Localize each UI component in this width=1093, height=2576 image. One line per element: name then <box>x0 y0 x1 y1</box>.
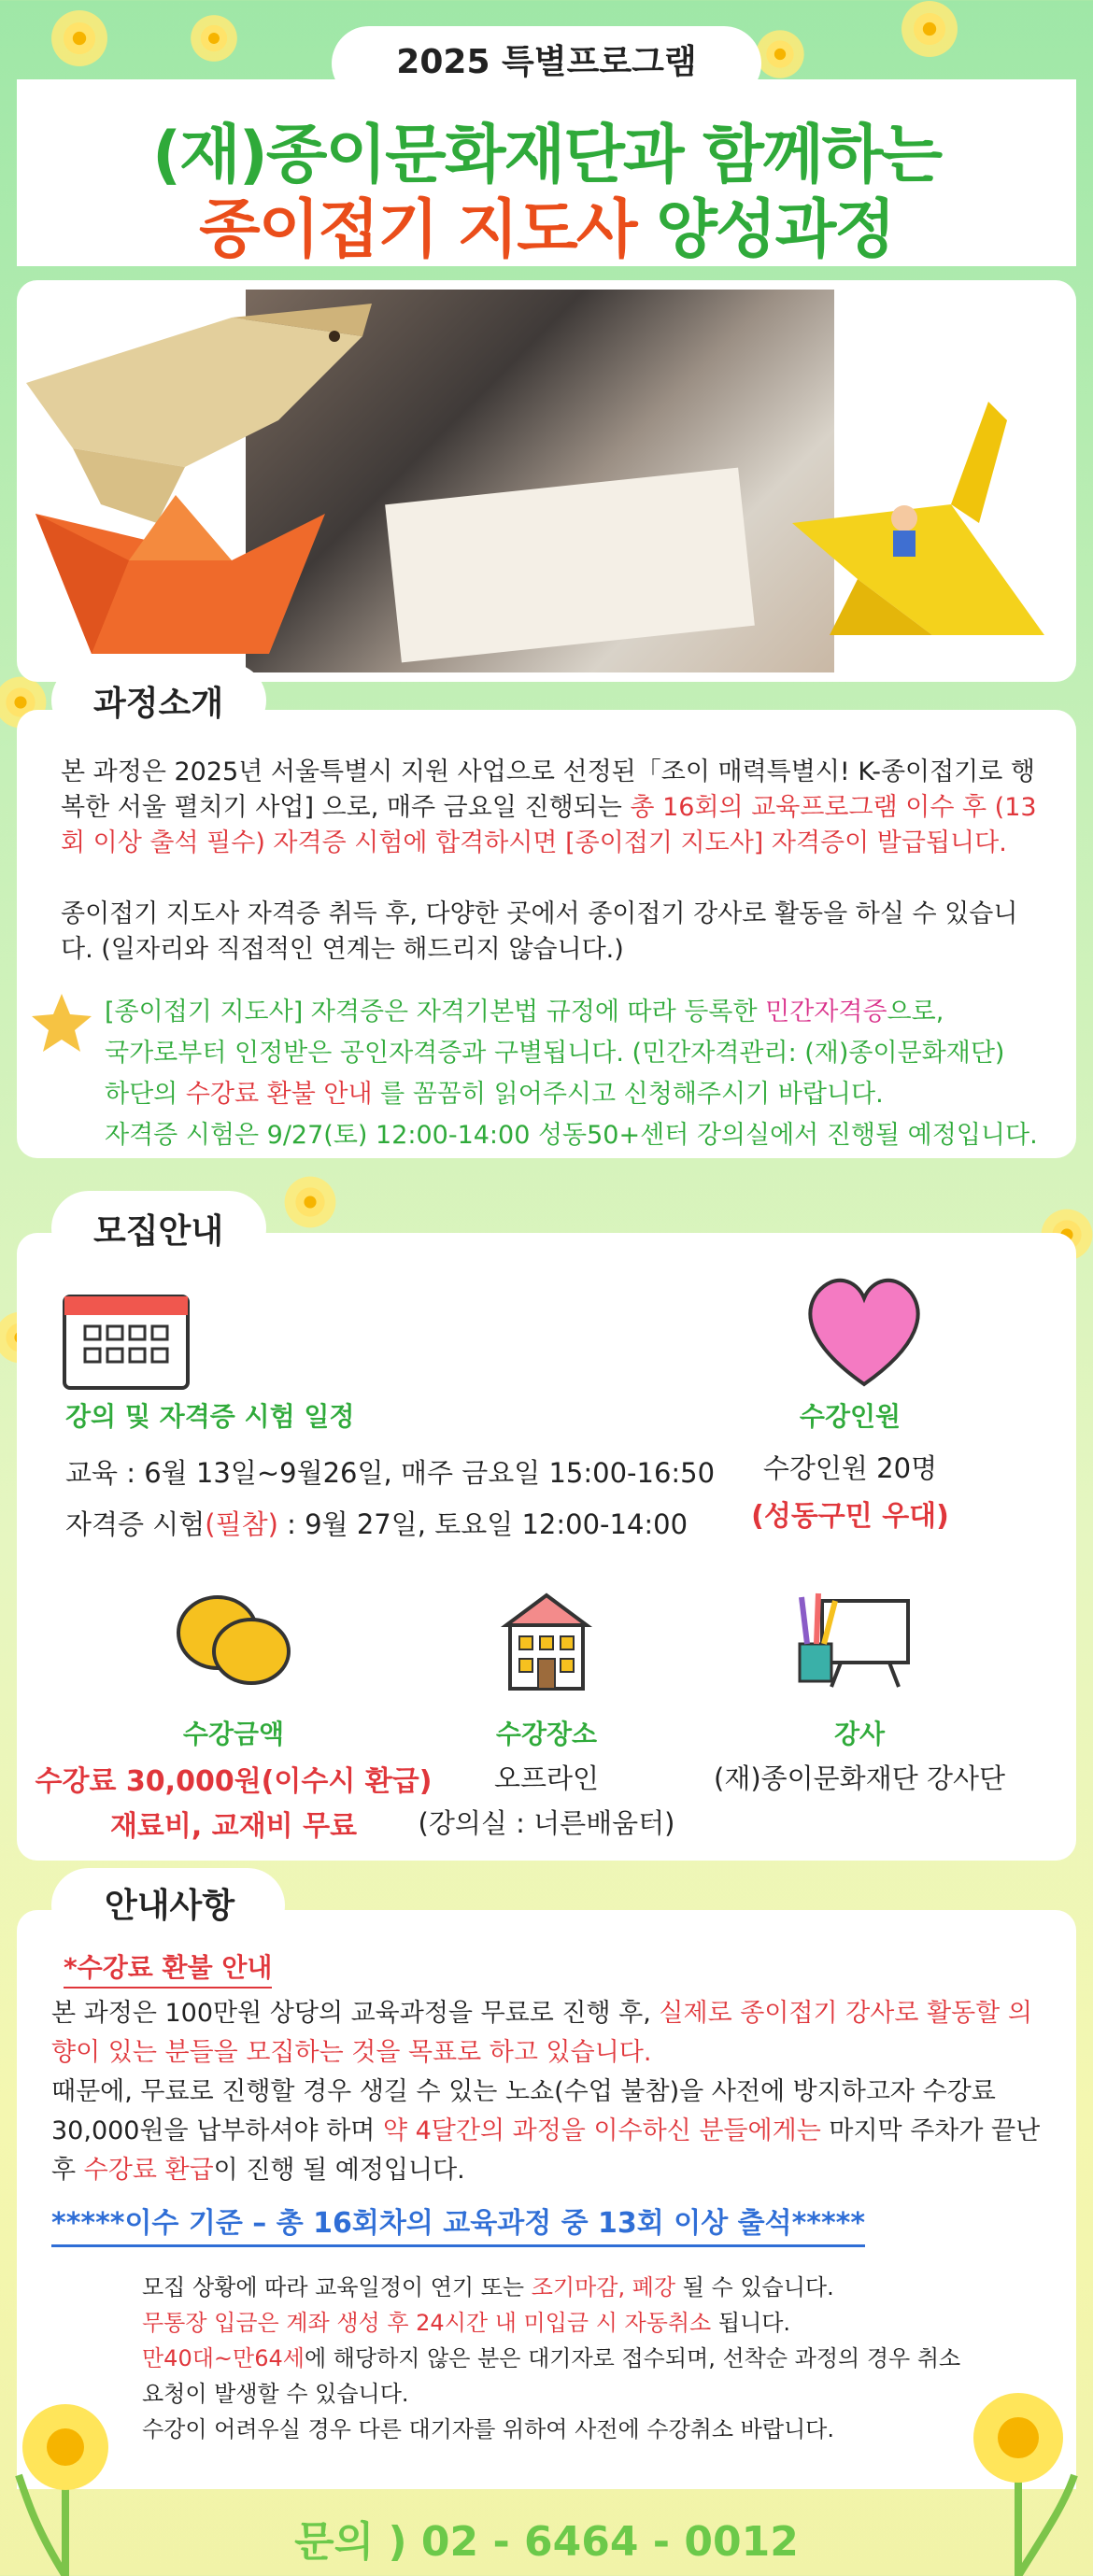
page-title-line1: (재)종이문화재단과 함께하는 <box>151 119 942 192</box>
easel-icon <box>794 1588 916 1691</box>
intro-paragraph-1: 본 과정은 2025년 서울특별시 지원 사업으로 선정된「조이 매력특별시! K-종이접기로 행복한 서울 펼치기 사업] 으로, 매주 금요일 진행되는 총 16회의 교육프로그램 이수 후 (13회 이상 출석 필수) 자격증 시험에 합격하시면 [종이접기 지도사] 자격증이 발급됩니다. <box>61 757 1037 857</box>
origami-crane-icon <box>792 402 1044 635</box>
schedule-label: 강의 및 자격증 시험 일정 <box>65 1401 355 1432</box>
building-icon <box>495 1588 598 1695</box>
refund-title: *수강료 환불 안내 <box>64 1947 272 1989</box>
teacher-label: 강사 <box>833 1719 886 1749</box>
origami-illustrations <box>17 280 1076 682</box>
refund-paragraph-2: 때문에, 무료로 진행할 경우 생길 수 있는 노쇼(수업 불참)을 사전에 방지하고자 수강료 30,000원을 납부하셔야 하며 약 4달간의 과정을 이수하신 분들에게는 마지막 주차가 끝난 후 수강료 환급이 진행 될 예정입니다. <box>51 2077 1041 2185</box>
coin-icon <box>173 1588 294 1691</box>
flower-decoration <box>280 1172 340 1232</box>
page-title-line2: 종이접기 지도사 양성과정 <box>199 193 894 267</box>
origami-shrimp-icon <box>26 304 372 523</box>
teacher-value: (재)종이문화재단 강사단 <box>714 1762 1005 1794</box>
origami-boat-icon <box>35 495 325 654</box>
contact-phone[interactable]: 문의 ) 02 - 6464 - 0012 <box>294 2518 799 2566</box>
fee-note: 재료비, 교재비 무료 <box>109 1810 358 1843</box>
completion-criteria: *****이수 기준 – 총 16회차의 교육과정 중 13회 이상 출석***** <box>51 2200 865 2247</box>
notice-item-2: 무통장 입금은 계좌 생성 후 24시간 내 미입금 시 자동취소 됩니다. <box>142 2310 791 2336</box>
notice-item-3: 만40대~만64세에 해당하지 않은 분은 대기자로 접수되며, 선착순 과정의 경우 취소요청이 발생할 수 있습니다. <box>142 2345 961 2407</box>
section-title-notice: 안내사항 <box>105 1887 235 1925</box>
place-value: 오프라인 <box>493 1762 600 1794</box>
place-label: 수강장소 <box>495 1719 598 1749</box>
certificate-notice: [종이접기 지도사] 자격증은 자격기본법 규정에 따라 등록한 민간자격증으로, 국가로부터 인정받은 공인자격증과 구별됩니다. (민간자격관리: (재)종이문화재단) 하단의 수강료 환불 안내 를 꼼꼼히 읽어주시고 신청해주시기 바랍니다. 자격증 시험은 9/27(토) 12:00-14:00 성동50+센터 강의실에서 진행될 예정입니다. <box>105 998 1038 1150</box>
capacity-note: (성동구민 우대) <box>751 1500 949 1533</box>
intro-paragraph-2: 종이접기 지도사 자격증 취득 후, 다양한 곳에서 종이접기 강사로 활동을 하실 수 있습니다. (일자리와 직접적인 연계는 해드리지 않습니다.) <box>61 899 1018 964</box>
fee-value: 수강료 30,000원(이수시 환급) <box>35 1765 433 1798</box>
capacity-label: 수강인원 <box>799 1401 901 1432</box>
refund-paragraph-1: 본 과정은 100만원 상당의 교육과정을 무료로 진행 후, 실제로 종이접기 강사로 활동할 의향이 있는 분들을 모집하는 것을 목표로 하고 있습니다. <box>51 1999 1032 2067</box>
schedule-education: 교육 : 6월 13일~9월26일, 매주 금요일 15:00-16:50 <box>65 1457 716 1489</box>
notice-item-1: 모집 상황에 따라 교육일정이 연기 또는 조기마감, 폐강 될 수 있습니다. <box>142 2274 834 2300</box>
section-title-intro: 과정소개 <box>93 685 224 723</box>
schedule-exam: 자격증 시험(필참) : 9월 27일, 토요일 12:00-14:00 <box>65 1508 688 1540</box>
section-title-recruit: 모집안내 <box>93 1212 224 1251</box>
heart-icon <box>799 1270 930 1392</box>
place-note: (강의실 : 너른배움터) <box>418 1807 675 1839</box>
star-icon <box>30 992 93 1055</box>
calendar-icon <box>61 1289 192 1392</box>
notice-item-4: 수강이 어려우실 경우 다른 대기자를 위하여 사전에 수강취소 바랍니다. <box>142 2416 834 2442</box>
fee-label: 수강금액 <box>182 1719 285 1749</box>
capacity-value: 수강인원 20명 <box>762 1452 938 1484</box>
program-subtitle: 2025 특별프로그램 <box>396 43 697 81</box>
